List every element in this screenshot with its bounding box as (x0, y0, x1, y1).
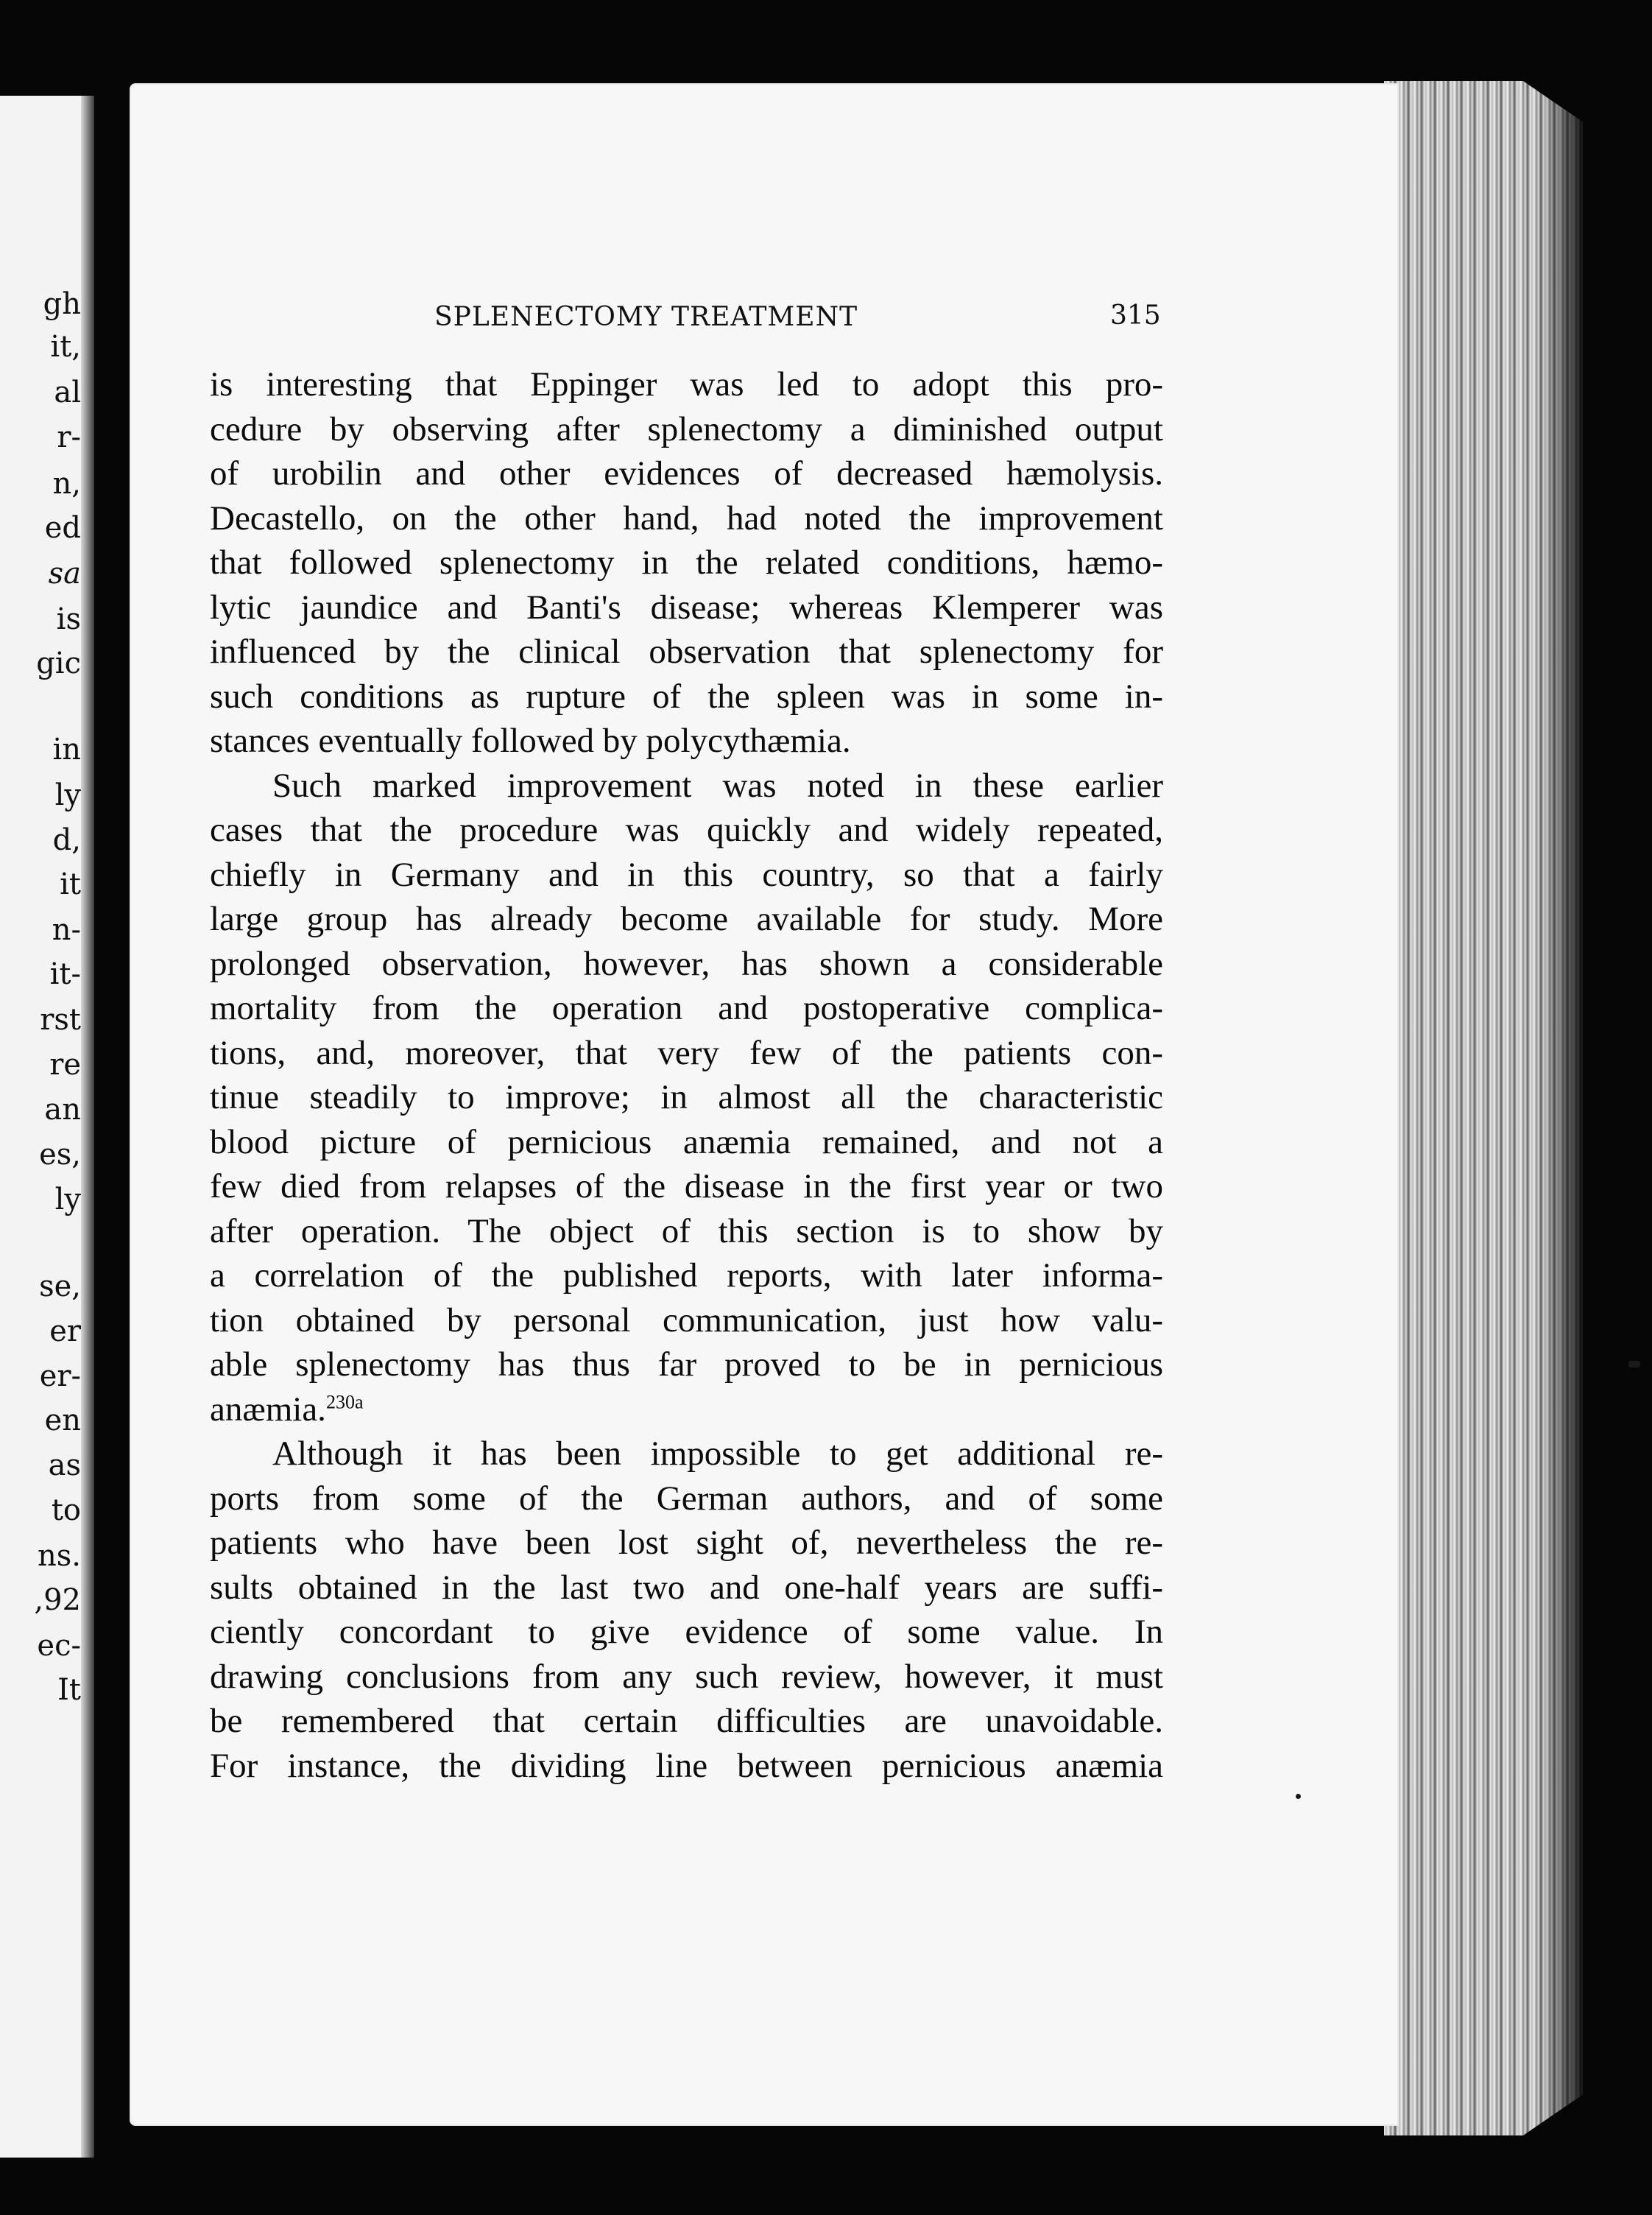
text-line: tions, and, moreover, that very few of the patients con- (210, 1033, 1163, 1072)
text-line: ciently concordant to give evidence of some value. In (210, 1613, 1163, 1651)
left-page-text-fragment: er (49, 1314, 81, 1348)
left-page-text-fragment: ly (54, 778, 81, 812)
left-page-gutter (81, 96, 94, 2158)
left-page-text-fragment: ec- (37, 1629, 81, 1663)
left-page-text-fragment: it- (49, 957, 81, 991)
text-line: large group has already become available for study. More (210, 900, 1163, 938)
left-page-text-fragment: ed (44, 511, 81, 545)
left-page-text-fragment: re (49, 1048, 81, 1082)
paragraph (210, 764, 1163, 1432)
text-line: influenced by the clinical observation that splenectomy for (210, 633, 1163, 671)
text-line: is interesting that Eppinger was led to adopt this pro- (210, 365, 1163, 404)
book-page-edges (1384, 81, 1583, 2135)
page-edges-shadow (1539, 81, 1583, 2135)
text-line: patients who have been lost sight of, nevertheless the re- (210, 1524, 1163, 1562)
text-line: that followed splenectomy in the related conditions, hæmo- (210, 543, 1163, 582)
paragraph (210, 1432, 1163, 1788)
text-line: mortality from the operation and postoperative complica- (210, 989, 1163, 1027)
text-line: For instance, the dividing line between pernicious anæmia (210, 1746, 1163, 1785)
text-line: sults obtained in the last two and one-half years are suffi- (210, 1568, 1163, 1607)
text-line: ports from some of the German authors, and of some (210, 1479, 1163, 1518)
left-page-text-fragment: sa (48, 557, 81, 591)
left-page-text-fragment: an (44, 1093, 81, 1127)
left-page-text-fragment: gic (36, 647, 81, 680)
left-page-text-fragment: it, (50, 330, 81, 364)
text-line: drawing conclusions from any such review, however, it must (210, 1657, 1163, 1696)
running-head: SPLENECTOMY TREATMENT (434, 302, 858, 332)
left-page-text-fragment: es, (39, 1138, 81, 1172)
left-page-text-fragment: as (48, 1448, 81, 1482)
left-page-fragment (0, 96, 94, 2158)
text-line: Decastello, on the other hand, had noted the improvement (210, 499, 1163, 538)
left-page-text-fragment: in (52, 733, 81, 767)
text-line-final (210, 1387, 1163, 1432)
scan-speck (1296, 1794, 1301, 1799)
text-line: Such marked improvement was noted in these earlier (272, 766, 1163, 805)
paragraph (210, 362, 1163, 764)
text-line: after operation. The object of this section is to show by (210, 1211, 1163, 1250)
left-page-text-fragment: n, (52, 467, 81, 501)
text-line: a correlation of the published reports, with later informa- (210, 1256, 1163, 1295)
text-line: lytic jaundice and Banti's disease; whereas Klemperer was (210, 588, 1163, 627)
left-page-text-fragment: gh (43, 287, 81, 321)
text-line: cases that the procedure was quickly and widely repeated, (210, 811, 1163, 849)
text-line: blood picture of pernicious anæmia remained, and not a (210, 1122, 1163, 1161)
text-line: of urobilin and other evidences of decreased hæmolysis. (210, 454, 1163, 493)
text-line: Although it has been impossible to get additional re- (272, 1434, 1163, 1473)
left-page-text-fragment: n- (52, 913, 81, 947)
text-line: stances eventually followed by polycythæmia. (210, 722, 851, 760)
body-text (210, 362, 1163, 1788)
text-line: be remembered that certain difficulties are unavoidable. (210, 1702, 1163, 1740)
text-line: tinue steadily to improve; in almost all the characteristic (210, 1078, 1163, 1116)
left-page-text-fragment: se, (39, 1270, 81, 1303)
text-line: cedure by observing after splenectomy a diminished output (210, 409, 1163, 448)
text-line: such conditions as rupture of the spleen was in some in- (210, 677, 1163, 716)
footnote-reference: 230a (325, 1390, 364, 1412)
left-page-text-fragment: d, (52, 823, 81, 857)
left-page-text-fragment: en (44, 1404, 81, 1437)
page-number: 315 (1110, 300, 1161, 331)
text-line: chiefly in Germany and in this country, so that a fairly (210, 855, 1163, 894)
left-page-text-fragment: er- (39, 1359, 81, 1393)
text-line: few died from relapses of the disease in the first year or two (210, 1167, 1163, 1205)
left-page-text-fragment: ,92 (34, 1583, 81, 1617)
left-page-text-fragment: to (51, 1493, 81, 1527)
left-page-text-fragment: ly (54, 1183, 81, 1216)
text-line: prolonged observation, however, has shown a considerable (210, 944, 1163, 983)
text-line: tion obtained by personal communication, just how valu- (210, 1300, 1163, 1339)
left-page-text-fragment: ns. (37, 1539, 81, 1573)
left-page-text-fragment: al (54, 376, 81, 409)
left-page-text-fragment: r- (57, 420, 81, 454)
text-line: able splenectomy has thus far proved to be in pernicious (210, 1345, 1163, 1384)
left-page-text-fragment: rst (40, 1003, 81, 1037)
left-page-text-fragment: It (57, 1673, 81, 1707)
left-page-text-fragment: it (60, 867, 81, 901)
left-page-text-fragment: is (56, 602, 81, 636)
text-line: anæmia. (210, 1390, 326, 1429)
scan-speck (1628, 1361, 1640, 1367)
